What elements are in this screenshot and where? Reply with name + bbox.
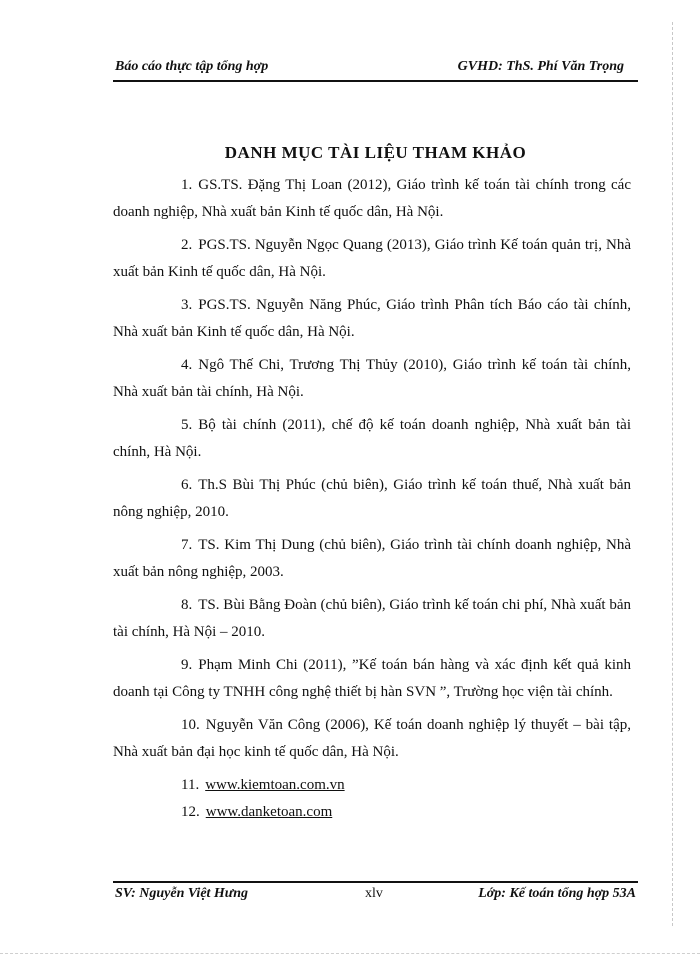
reference-text: Bộ tài chính (2011), chế độ kế toán doanh nghiệp, Nhà xuất bản tài chính, Hà Nội. bbox=[113, 417, 631, 460]
header-report-title: Báo cáo thực tập tổng hợp bbox=[115, 59, 269, 74]
reference-number: 11. bbox=[181, 777, 200, 793]
reference-text: Ngô Thế Chi, Trương Thị Thủy (2010), Giáo trình kế toán tài chính, Nhà xuất bản tài chính, Hà Nội. bbox=[113, 357, 631, 400]
reference-number: 9. bbox=[181, 657, 193, 673]
page-break-line bbox=[0, 953, 700, 954]
reference-text: Th.S Bùi Thị Phúc (chủ biên), Giáo trình kế toán thuế, Nhà xuất bản nông nghiệp, 2010. bbox=[113, 477, 631, 520]
reference-number: 1. bbox=[181, 177, 193, 193]
reference-number: 12. bbox=[181, 804, 200, 820]
reference-item bbox=[113, 472, 631, 526]
reference-link-item bbox=[113, 772, 631, 799]
reference-item bbox=[113, 292, 631, 346]
reference-item bbox=[113, 712, 631, 766]
reference-number: 5. bbox=[181, 417, 193, 433]
footer-class: Lớp: Kế toán tổng hợp 53A bbox=[478, 886, 636, 901]
reference-number: 2. bbox=[181, 237, 193, 253]
reference-text: TS. Bùi Bằng Đoàn (chủ biên), Giáo trình kế toán chi phí, Nhà xuất bản tài chính, Hà Nội – 2010. bbox=[113, 597, 631, 640]
reference-link[interactable]: www.kiemtoan.com.vn bbox=[205, 777, 345, 793]
reference-item bbox=[113, 172, 631, 226]
page-header bbox=[113, 58, 638, 82]
reference-number: 7. bbox=[181, 537, 193, 553]
footer-student: SV: Nguyễn Việt Hưng bbox=[115, 886, 248, 901]
reference-link-item bbox=[113, 799, 631, 826]
reference-item bbox=[113, 532, 631, 586]
reference-item bbox=[113, 232, 631, 286]
reference-item bbox=[113, 352, 631, 406]
reference-text: PGS.TS. Nguyễn Năng Phúc, Giáo trình Phân tích Báo cáo tài chính, Nhà xuất bản Kinh tế quốc dân, Hà Nội. bbox=[113, 297, 631, 340]
reference-text: PGS.TS. Nguyễn Ngọc Quang (2013), Giáo trình Kế toán quản trị, Nhà xuất bản Kinh tế quốc dân, Hà Nội. bbox=[113, 237, 631, 280]
reference-list bbox=[113, 172, 631, 826]
reference-text: TS. Kim Thị Dung (chủ biên), Giáo trình tài chính doanh nghiệp, Nhà xuất bản nông nghiệp, 2003. bbox=[113, 537, 631, 580]
reference-item bbox=[113, 592, 631, 646]
page-title: DANH MỤC TÀI LIỆU THAM KHẢO bbox=[224, 143, 527, 162]
reference-text: Nguyễn Văn Công (2006), Kế toán doanh nghiệp lý thuyết – bài tập, Nhà xuất bản đại học kinh tế quốc dân, Hà Nội. bbox=[113, 717, 631, 760]
reference-text: Phạm Minh Chi (2011), ”Kế toán bán hàng và xác định kết quả kinh doanh tại Công ty TNHH công nghệ thiết bị hàn SVN ”, Trường học viện tài chính. bbox=[113, 657, 631, 700]
reference-number: 6. bbox=[181, 477, 193, 493]
header-supervisor: GVHD: ThS. Phí Văn Trọng bbox=[457, 59, 624, 74]
reference-text: GS.TS. Đặng Thị Loan (2012), Giáo trình kế toán tài chính trong các doanh nghiệp, Nhà xuất bản Kinh tế quốc dân, Hà Nội. bbox=[113, 177, 631, 220]
page-footer bbox=[113, 881, 638, 905]
reference-item bbox=[113, 412, 631, 466]
reference-number: 4. bbox=[181, 357, 193, 373]
reference-number: 3. bbox=[181, 297, 193, 313]
reference-number: 10. bbox=[181, 717, 200, 733]
reference-number: 8. bbox=[181, 597, 193, 613]
reference-item bbox=[113, 652, 631, 706]
reference-link[interactable]: www.danketoan.com bbox=[205, 804, 333, 820]
page-number: xlv bbox=[365, 886, 383, 901]
